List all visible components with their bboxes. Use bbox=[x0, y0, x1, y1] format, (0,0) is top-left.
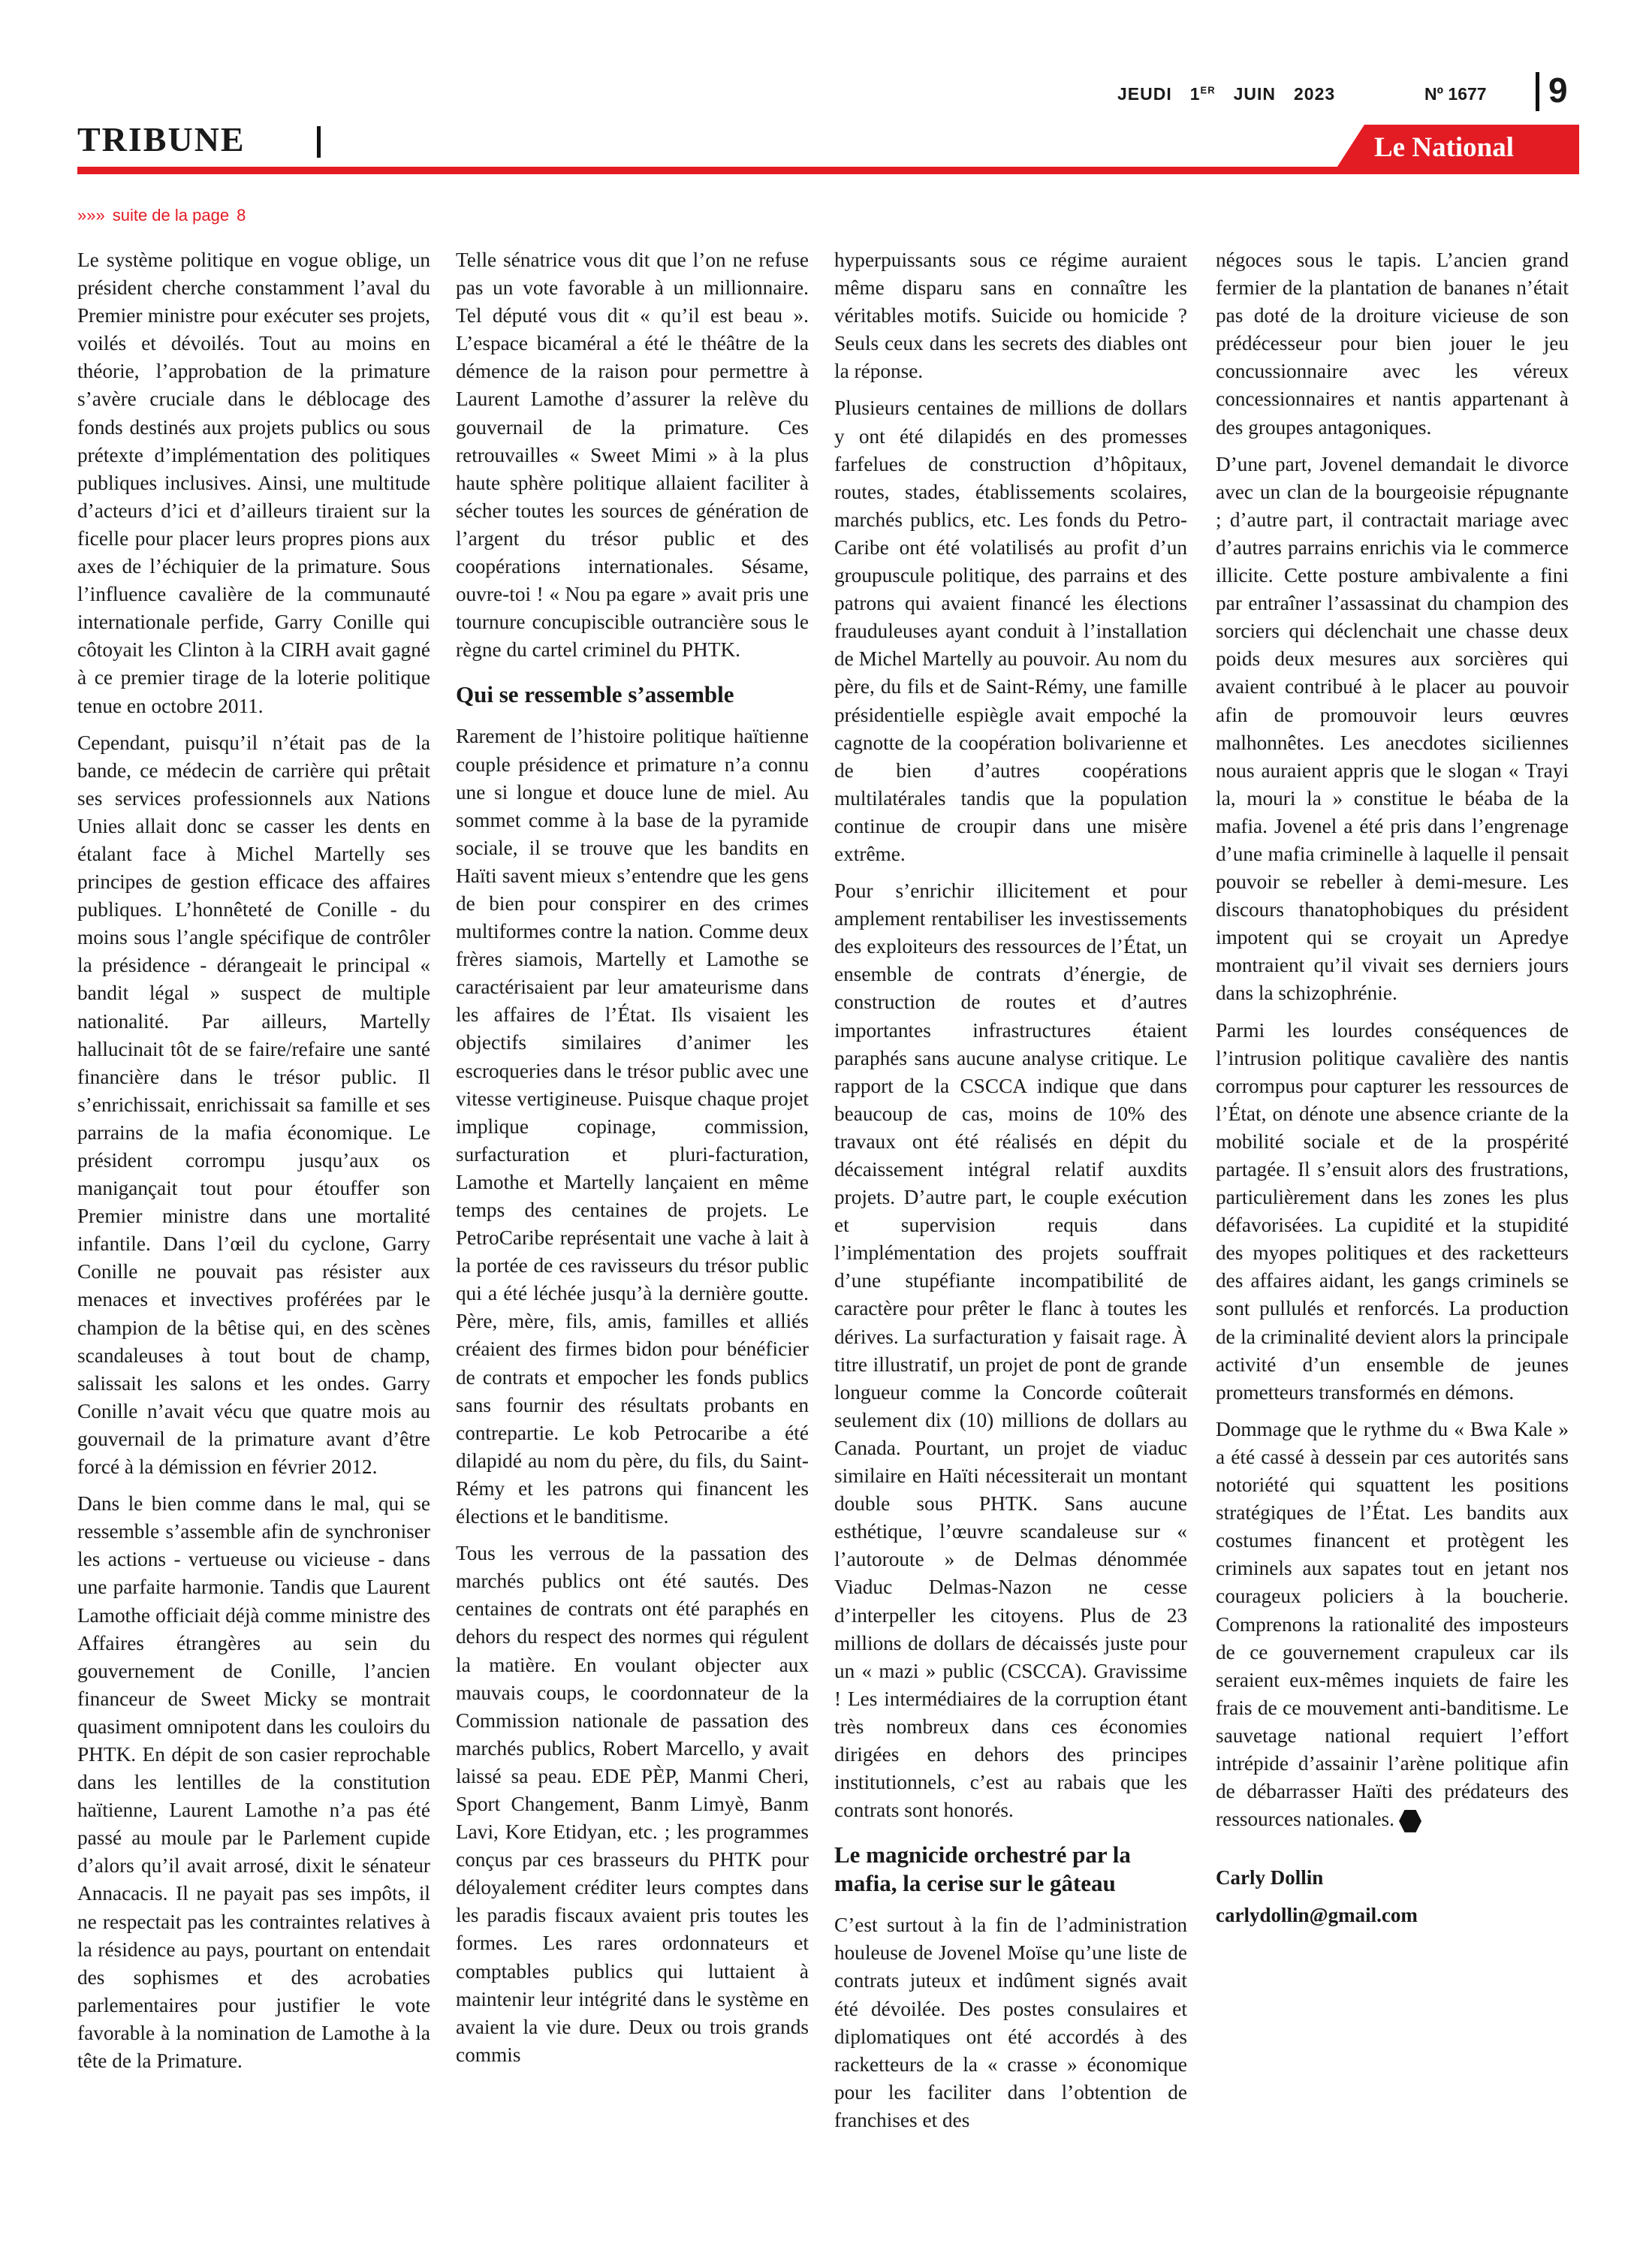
paragraph: Telle sénatrice vous dit que l’on ne refuse pas un vote favorable à un millionnaire. Tel député vous dit « qu’il est beau ». L’espace bicaméral a été le théâtre de la démence de la raison pour permettre à Laurent Lamothe d’assurer la relève du gouvernail de la primature. Ces retrouvailles « Sweet Mimi » à la plus haute sphère politique allaient faciliter à sécher toutes les sources de génération de l’argent du trésor public et des coopérations internationales. Sésame, ouvre-toi ! « Nou pa egare » avait pris une tournure concupiscible outrancière sous le règne du cartel criminel du PHTK. bbox=[456, 249, 809, 662]
paragraph: Pour s’enrichir illicitement et pour amplement rentabiliser les investissements des exploiteurs des ressources de l’État, un ensemble de contrats d’énergie, de construction de routes et d’autres importantes infrastructures étaient paraphés sans aucune analyse critique. Le rapport de la CSCCA indique que dans beaucoup de cas, moins de 10% des travaux ont été réalisés en dépit du décaissement intégral relatif auxdits projets. D’autre part, le couple exécution et supervision requis dans l’implémentation des projets souffrait d’une stupéfiante incompatibilité de caractère pour prêter le flanc à toutes les dérives. La surfacturation y faisait rage. À titre illustratif, un projet de pont de grande longueur comme la Concorde coûterait seulement dix (10) millions de dollars au Canada. Pourtant, un projet de viaduc similaire en Haïti nécessiterait un montant double sous PHTK. Sans aucune esthétique, l’œuvre scandaleuse sur « l’autoroute » de Delmas dénommée Viaduc Delmas-Nazon ne cesse d’interpeller les citoyens. Plus de 23 millions de dollars de décaissés juste pour un « mazi » public (CSCCA). Gravissime ! Les intermédiaires de la corruption étant très nombreux dans ces économies dirigées en dehors des principes institutionnels, c’est au rabais que les contrats sont honorés. bbox=[834, 879, 1187, 1822]
subheading: Le magnicide orchestré par la mafia, la cerise sur le gâteau bbox=[834, 1841, 1131, 1897]
paragraph: Plusieurs centaines de millions de dollars y ont été dilapidés en des promesses farfelues de construction d’hôpitaux, routes, stades, établissements scolaires, marchés publics, etc. Les fonds du Petro-Caribe ont été volatilisés au profit d’un groupuscule politique, des parrains et des patrons qui avaient financé les élections frauduleuses ayant conduit à l’installation de Michel Martelly au pouvoir. Au nom du père, du fils et de Saint-Rémy, une famille présidentielle espiègle avait empoché la cagnotte de la coopération bolivarienne et de bien d’autres coopérations multilatérales tandis que la population continue de croupir dans une misère extrême. bbox=[834, 397, 1187, 865]
paragraph: Rarement de l’histoire politique haïtienne couple présidence et primature n’a connu une si longue et douce lune de miel. Au sommet comme à la base de la pyramide sociale, il se trouve que les bandits en Haïti savent mieux s’entendre que les gens de bien pour conspirer en des crimes multiformes contre la nation. Comme deux frères siamois, Martelly et Lamothe se caractérisaient par leur amateurisme dans les affaires de l’État. Ils visaient les objectifs similaires d’animer les escroqueries dans le trésor public avec une vitesse vertigineuse. Puisque chaque projet implique copinage, commission, surfacturation et pluri-facturation, Lamothe et Martelly lançaient en même temps des centaines de projets. Le PetroCaribe représentait une vache à lait à la portée de ces ravisseurs du trésor public qui a été léchée jusqu’à la dernière goutte. Père, mère, fils, amis, familles et alliés créaient des firmes bidon pour bénéficier de contrats et empocher les fonds publics sans fournir des résultats probants en contrepartie. Le kob Petrocaribe a été dilapidé au nom du père, du fils, du Saint-Rémy et les patrons qui financent les élections et le banditisme. bbox=[456, 725, 809, 1528]
paragraph-text: Dommage que le rythme du « Bwa Kale » a été cassé à dessein par ces autorités sans notoriété qui squattent les positions stratégiques de l’État. Les bandits aux costumes financent et protègent les criminels aux sapates tout en jetant nos courageux policiers à la boucherie. Comprenons la rationalité des imposteurs de ce gouvernement crapuleux car ils seraient eux-mêmes inquiets de faire les frais de ce mouvement anti-banditisme. Le sauvetage national requiert l’effort intrépide d’assainir l’arène politique afin de débarrasser Haïti des prédateurs des ressources nationales. bbox=[1216, 1417, 1569, 1831]
paragraph: C’est surtout à la fin de l’administration houleuse de Jovenel Moïse qu’une liste de contrats juteux et indûment signés avait été dévoilée. Des postes consulaires et diplomatiques ont été accordés à des racketteurs de la « crasse » économique pour les faciliter dans l’obtention de franchises et des bbox=[834, 1914, 1187, 2131]
author-signature bbox=[1216, 1859, 1569, 1934]
article-column-4 bbox=[1216, 246, 1569, 1934]
date-month: JUIN bbox=[1233, 84, 1277, 104]
issue-date bbox=[1117, 84, 1353, 104]
date-day: 1ER bbox=[1189, 84, 1216, 104]
newspaper-brand: Le National bbox=[1374, 132, 1515, 163]
continued-arrows: »»» bbox=[77, 206, 105, 225]
author-name: Carly Dollin bbox=[1216, 1866, 1324, 1890]
continued-page: 8 bbox=[237, 206, 246, 225]
issue-number: Nº 1677 bbox=[1424, 84, 1487, 104]
article-column-2 bbox=[456, 246, 809, 2078]
section-title-divider bbox=[317, 126, 321, 158]
section-title: TRIBUNE bbox=[77, 120, 246, 158]
paragraph: négoces sous le tapis. L’ancien grand fermier de la plantation de bananes n’était pas doté de la droiture vicieuse de son prédécesseur pour bien jouer le jeu concussionnaire avec les véreux concessionnaires et nantis appartenant à des groupes antagoniques. bbox=[1216, 249, 1569, 439]
continued-from bbox=[77, 206, 253, 225]
article-column-1 bbox=[77, 246, 430, 2084]
author-email: carlydollin@gmail.com bbox=[1216, 1904, 1418, 1927]
subheading: Qui se ressemble s’assemble bbox=[456, 681, 734, 708]
article-column-3 bbox=[834, 246, 1187, 2143]
page-number-divider bbox=[1536, 72, 1539, 111]
paragraph bbox=[1216, 1416, 1569, 1833]
page-number: 9 bbox=[1548, 71, 1568, 110]
paragraph: Dans le bien comme dans le mal, qui se ressemble s’assemble afin de synchroniser les actions - vertueuse ou vicieuse - dans une parfaite harmonie. Tandis que Laurent Lamothe officiait déjà comme ministre des Affaires étrangères au sein du gouvernement de Conille, l’ancien financeur de Sweet Micky se montrait quasiment omnipotent dans les couloirs du PHTK. En dépit de son casier reprochable dans les lentilles de la constitution haïtienne, Laurent Lamothe n’a pas été passé au moule par le Parlement cupide d’alors qu’il avait arrosé, dixit le sénateur Annacacis. Il ne payait pas ses impôts, il ne respectait pas les contraintes relatives à la résidence au pays, pourtant on entendait des sophismes et des acrobaties parlementaires pour justifier le vote favorable à la nomination de Lamothe à la tête de la Primature. bbox=[77, 1492, 430, 2072]
date-weekday: JEUDI bbox=[1117, 84, 1172, 104]
paragraph: Le système politique en vogue oblige, un président cherche constamment l’aval du Premier ministre pour exécuter ses projets, voilés et dévoilés. Tout au moins en théorie, l’approbation de la primature s’avère cruciale dans le déblocage des fonds destinés aux projets publics ou sous prétexte d’implémentation des politiques publiques inclusives. Ainsi, une multitude d’acteurs d’ici et d’ailleurs tiraient sur la ficelle pour placer leurs propres pions aux axes de l’échiquier de la primature. Sous l’influence cavalière de la communauté internationale perfide, Garry Conille qui côtoyait les Clinton à la CIRH avait gagné à ce premier tirage de la loterie politique tenue en octobre 2011. bbox=[77, 249, 430, 717]
paragraph: Parmi les lourdes conséquences de l’intrusion politique cavalière des nantis corrompus pour capturer les ressources de l’État, on dénote une absence criante de la mobilité sociale et de la prospérité partagée. Il s’ensuit alors des frustrations, particulièrement dans les zones les plus défavorisées. La cupidité et la stupidité des myopes politiques et des racketteurs des affaires aidant, les gangs criminels se sont pullulés et renforcés. La production de la criminalité devient alors la principale activité d’un ensemble de jeunes prometteurs transformés en démons. bbox=[1216, 1018, 1569, 1404]
paragraph: hyperpuissants sous ce régime auraient même disparu sans en connaître les véritables motifs. Suicide ou homicide ? Seuls ceux dans les secrets des diables ont la réponse. bbox=[834, 249, 1187, 383]
end-mark-icon bbox=[1399, 1810, 1421, 1832]
date-year: 2023 bbox=[1294, 84, 1336, 104]
continued-text: suite de la page bbox=[112, 206, 230, 225]
paragraph: Cependant, puisqu’il n’était pas de la bande, ce médecin de carrière qui prêtait ses services professionnels aux Nations Unies allait donc se casser les dents en étalant face à Michel Martelly ses principes de gestion efficace des affaires publiques. L’honnêteté de Conille - du moins sous l’angle spécifique de contrôler la présidence - dérangeait le principal « bandit légal » suspect de multiple nationalité. Par ailleurs, Martelly hallucinait tôt de se faire/refaire une santé financière dans le trésor public. Il s’enrichissait, enrichissait sa famille et ses parrains de la mafia économique. Le président corrompu jusqu’aux os manigançait tout pour étouffer son Premier ministre dans une mortalité infantile. Dans l’œil du cyclone, Garry Conille ne pouvait pas résister aux menaces et invectives proférées par le champion de la bêtise qui, en des scènes scandaleuses à tout bout de champ, salissait les salons et les ondes. Garry Conille n’avait vécu que quatre mois au gouvernail de la primature avant d’être forcé à la démission en février 2012. bbox=[77, 731, 430, 1479]
paragraph: D’une part, Jovenel demandait le divorce avec un clan de la bourgeoisie répugnante ; d’autre part, il contractait mariage avec d’autres parrains enrichis via le commerce illicite. Cette posture ambivalente a fini par entraîner l’assassinat du champion des sorciers qui déclenchait une chasse deux poids deux mesures aux sorcières qui avaient contribué à le placer au pouvoir afin de promouvoir leurs œuvres malhonnêtes. Les anecdotes siciliennes nous auraient appris que le slogan « Trayi la, mouri la » constitue le béaba de la mafia. Jovenel a été pris dans l’engrenage d’une mafia criminelle à laquelle il pensait pouvoir se rebeller à demi-mesure. Les discours thanatophobiques du président impotent qui se croyait un Apredye montraient qu’il vivait ses derniers jours dans la schizophrénie. bbox=[1216, 452, 1569, 1005]
paragraph: Tous les verrous de la passation des marchés publics ont été sautés. Des centaines de contrats ont été paraphés en dehors du respect des normes qui régulent la matière. En voulant objecter aux mauvais coups, le coordonnateur de la Commission nationale de passation des marchés publics, Robert Marcello, y avait laissé sa peau. EDE PÈP, Manmi Cheri, Sport Changement, Banm Limyè, Banm Lavi, Kore Etidyan, etc. ; les programmes conçus par ces brasseurs du PHTK pour déloyalement créditer leurs comptes dans les paradis fiscaux avaient pris toutes les formes. Les rares ordonnateurs et comptables publics qui luttaient à maintenir leur intégrité dans le système en avaient la vie dure. Deux ou trois grands commis bbox=[456, 1542, 809, 2066]
